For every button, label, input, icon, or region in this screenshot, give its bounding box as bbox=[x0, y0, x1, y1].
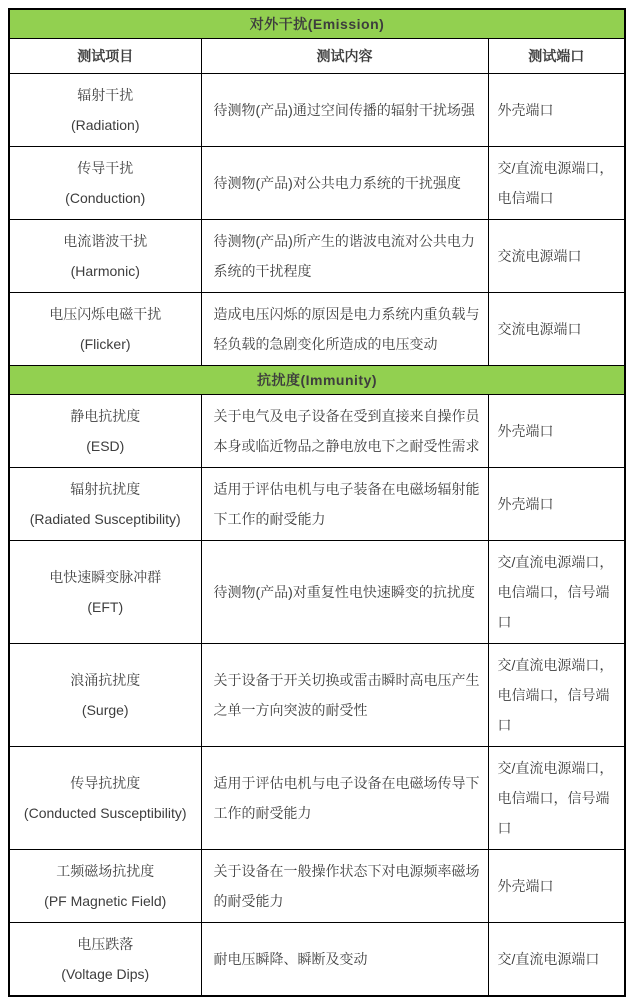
test-port-cell: 外壳端口 bbox=[488, 468, 625, 541]
test-item-name: 电流谐波干扰 bbox=[63, 233, 148, 249]
test-item-name: 辐射干扰 bbox=[77, 87, 134, 103]
test-content-cell: 关于设备于开关切换或雷击瞬时高电压产生之单一方向突波的耐受性 bbox=[201, 644, 488, 747]
test-item-name: 工频磁场抗扰度 bbox=[56, 863, 155, 879]
table-row-surge bbox=[9, 644, 625, 747]
test-item-cell bbox=[9, 293, 201, 366]
test-item-cell bbox=[9, 395, 201, 468]
test-item-name: 传导抗扰度 bbox=[70, 775, 141, 791]
test-port-cell: 外壳端口 bbox=[488, 74, 625, 147]
test-item-name: 电压跌落 bbox=[77, 936, 134, 952]
column-header-row bbox=[9, 39, 625, 74]
test-port-cell: 外壳端口 bbox=[488, 850, 625, 923]
test-item-cell bbox=[9, 850, 201, 923]
table-row-radiation bbox=[9, 74, 625, 147]
table-row-voltage-dips bbox=[9, 923, 625, 997]
test-item-name: 电压闪烁电磁干扰 bbox=[49, 306, 162, 322]
test-item-name: 静电抗扰度 bbox=[70, 408, 141, 424]
test-item-english: (Harmonic) bbox=[70, 263, 140, 279]
section-header-immunity: 抗扰度(Immunity) bbox=[9, 366, 625, 395]
table-row-conducted-susceptibility bbox=[9, 747, 625, 850]
test-content-cell: 造成电压闪烁的原因是电力系统内重负载与轻负载的急剧变化所造成的电压变动 bbox=[201, 293, 488, 366]
test-content-cell: 适用于评估电机与电子设备在电磁场传导下工作的耐受能力 bbox=[201, 747, 488, 850]
test-item-english: (Voltage Dips) bbox=[61, 966, 150, 982]
test-port-cell: 交/直流电源端口 bbox=[488, 923, 625, 997]
test-content-cell: 关于电气及电子设备在受到直接来自操作员本身或临近物品之静电放电下之耐受性需求 bbox=[201, 395, 488, 468]
section-row-emission bbox=[9, 9, 625, 39]
column-header-test-content: 测试内容 bbox=[201, 39, 488, 74]
test-item-cell bbox=[9, 747, 201, 850]
test-content-cell: 适用于评估电机与电子装备在电磁场辐射能下工作的耐受能力 bbox=[201, 468, 488, 541]
test-item-cell bbox=[9, 644, 201, 747]
test-content-cell: 耐电压瞬降、瞬断及变动 bbox=[201, 923, 488, 997]
table-row-radiated-susceptibility bbox=[9, 468, 625, 541]
test-item-cell bbox=[9, 220, 201, 293]
test-item-english: (Flicker) bbox=[79, 336, 131, 352]
test-item-english: (Conduction) bbox=[65, 190, 146, 206]
table-row-pf-magnetic-field bbox=[9, 850, 625, 923]
column-header-test-item: 测试项目 bbox=[9, 39, 201, 74]
test-item-english: (ESD) bbox=[86, 438, 125, 454]
test-item-name: 传导干扰 bbox=[77, 160, 134, 176]
test-port-cell: 交流电源端口 bbox=[488, 220, 625, 293]
test-content-cell: 待测物(产品)所产生的谐波电流对公共电力系统的干扰程度 bbox=[201, 220, 488, 293]
test-port-cell: 外壳端口 bbox=[488, 395, 625, 468]
test-port-cell: 交/直流电源端口，电信端口，信号端口 bbox=[488, 747, 625, 850]
test-item-name: 辐射抗扰度 bbox=[70, 481, 141, 497]
test-port-cell: 交/直流电源端口，电信端口 bbox=[488, 147, 625, 220]
section-header-emission: 对外干扰(Emission) bbox=[9, 9, 625, 39]
test-item-cell bbox=[9, 74, 201, 147]
test-port-cell: 交/直流电源端口，电信端口，信号端口 bbox=[488, 644, 625, 747]
table-row-eft bbox=[9, 541, 625, 644]
test-item-english: (Radiation) bbox=[71, 117, 140, 133]
test-item-english: (Conducted Susceptibility) bbox=[23, 805, 187, 821]
emc-test-table bbox=[8, 8, 626, 997]
table-row-flicker bbox=[9, 293, 625, 366]
test-item-cell bbox=[9, 923, 201, 997]
test-item-english: (PF Magnetic Field) bbox=[44, 893, 167, 909]
test-item-name: 电快速瞬变脉冲群 bbox=[49, 569, 162, 585]
test-content-cell: 待测物(产品)对公共电力系统的干扰强度 bbox=[201, 147, 488, 220]
test-item-cell bbox=[9, 541, 201, 644]
column-header-test-port: 测试端口 bbox=[488, 39, 625, 74]
table-row-conduction bbox=[9, 147, 625, 220]
table-row-esd bbox=[9, 395, 625, 468]
test-content-cell: 待测物(产品)对重复性电快速瞬变的抗扰度 bbox=[201, 541, 488, 644]
test-content-cell: 关于设备在一般操作状态下对电源频率磁场的耐受能力 bbox=[201, 850, 488, 923]
test-item-cell bbox=[9, 468, 201, 541]
test-port-cell: 交/直流电源端口，电信端口，信号端口 bbox=[488, 541, 625, 644]
test-item-english: (Radiated Susceptibility) bbox=[29, 511, 181, 527]
test-item-english: (Surge) bbox=[81, 702, 129, 718]
test-port-cell: 交流电源端口 bbox=[488, 293, 625, 366]
table-row-harmonic bbox=[9, 220, 625, 293]
test-item-cell bbox=[9, 147, 201, 220]
test-item-english: (EFT) bbox=[87, 599, 124, 615]
test-item-name: 浪涌抗扰度 bbox=[70, 672, 141, 688]
section-row-immunity bbox=[9, 366, 625, 395]
test-content-cell: 待测物(产品)通过空间传播的辐射干扰场强 bbox=[201, 74, 488, 147]
